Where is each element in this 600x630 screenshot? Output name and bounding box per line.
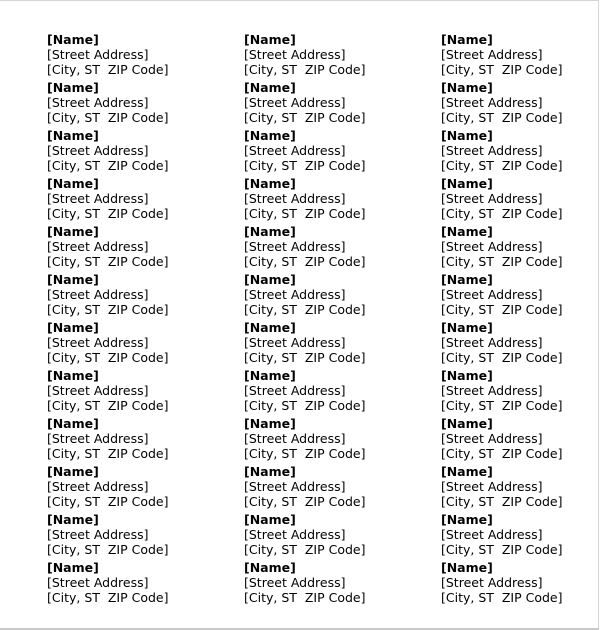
label-street-address: [Street Address] <box>441 575 543 590</box>
label-name: [Name] <box>47 512 99 527</box>
label-city-state-zip: [City, ST ZIP Code] <box>244 206 366 221</box>
address-label <box>47 560 217 608</box>
address-label <box>244 80 414 128</box>
label-city-state-zip: [City, ST ZIP Code] <box>47 590 169 605</box>
label-street-address: [Street Address] <box>244 383 346 398</box>
label-name: [Name] <box>441 32 493 47</box>
label-name: [Name] <box>244 176 296 191</box>
label-street-address: [Street Address] <box>441 239 543 254</box>
address-label <box>244 32 414 80</box>
label-name: [Name] <box>441 512 493 527</box>
address-label <box>244 320 414 368</box>
address-label <box>244 224 414 272</box>
label-name: [Name] <box>441 224 493 239</box>
label-name: [Name] <box>244 464 296 479</box>
label-city-state-zip: [City, ST ZIP Code] <box>244 62 366 77</box>
label-street-address: [Street Address] <box>441 479 543 494</box>
label-street-address: [Street Address] <box>244 479 346 494</box>
label-name: [Name] <box>441 272 493 287</box>
label-name: [Name] <box>47 368 99 383</box>
label-name: [Name] <box>441 128 493 143</box>
label-name: [Name] <box>244 32 296 47</box>
address-label <box>441 224 599 272</box>
address-label <box>47 224 217 272</box>
label-street-address: [Street Address] <box>441 383 543 398</box>
label-street-address: [Street Address] <box>244 335 346 350</box>
label-city-state-zip: [City, ST ZIP Code] <box>441 350 563 365</box>
address-label <box>244 128 414 176</box>
label-name: [Name] <box>47 560 99 575</box>
label-street-address: [Street Address] <box>244 287 346 302</box>
label-name: [Name] <box>47 416 99 431</box>
label-city-state-zip: [City, ST ZIP Code] <box>244 254 366 269</box>
label-street-address: [Street Address] <box>441 95 543 110</box>
address-label <box>244 464 414 512</box>
address-label <box>244 512 414 560</box>
label-street-address: [Street Address] <box>244 143 346 158</box>
address-label <box>441 512 599 560</box>
label-city-state-zip: [City, ST ZIP Code] <box>244 302 366 317</box>
label-city-state-zip: [City, ST ZIP Code] <box>441 590 563 605</box>
label-street-address: [Street Address] <box>47 431 149 446</box>
label-street-address: [Street Address] <box>47 479 149 494</box>
label-street-address: [Street Address] <box>244 239 346 254</box>
label-city-state-zip: [City, ST ZIP Code] <box>441 254 563 269</box>
address-label <box>441 32 599 80</box>
label-name: [Name] <box>47 80 99 95</box>
label-name: [Name] <box>441 416 493 431</box>
address-label <box>441 560 599 608</box>
label-street-address: [Street Address] <box>244 95 346 110</box>
label-name: [Name] <box>244 320 296 335</box>
label-name: [Name] <box>441 80 493 95</box>
label-street-address: [Street Address] <box>441 47 543 62</box>
label-street-address: [Street Address] <box>47 239 149 254</box>
label-city-state-zip: [City, ST ZIP Code] <box>244 494 366 509</box>
label-city-state-zip: [City, ST ZIP Code] <box>47 446 169 461</box>
label-city-state-zip: [City, ST ZIP Code] <box>47 350 169 365</box>
label-name: [Name] <box>244 80 296 95</box>
label-name: [Name] <box>244 560 296 575</box>
address-label <box>441 272 599 320</box>
address-label <box>441 464 599 512</box>
label-street-address: [Street Address] <box>441 191 543 206</box>
label-name: [Name] <box>244 224 296 239</box>
label-city-state-zip: [City, ST ZIP Code] <box>441 446 563 461</box>
address-label <box>47 32 217 80</box>
label-city-state-zip: [City, ST ZIP Code] <box>244 110 366 125</box>
label-street-address: [Street Address] <box>47 95 149 110</box>
address-label <box>441 416 599 464</box>
address-label <box>47 80 217 128</box>
label-name: [Name] <box>47 272 99 287</box>
label-name: [Name] <box>47 224 99 239</box>
label-name: [Name] <box>47 128 99 143</box>
label-city-state-zip: [City, ST ZIP Code] <box>441 302 563 317</box>
label-name: [Name] <box>47 32 99 47</box>
label-city-state-zip: [City, ST ZIP Code] <box>244 158 366 173</box>
label-street-address: [Street Address] <box>244 431 346 446</box>
label-name: [Name] <box>47 464 99 479</box>
label-street-address: [Street Address] <box>47 527 149 542</box>
label-city-state-zip: [City, ST ZIP Code] <box>441 158 563 173</box>
address-label <box>244 272 414 320</box>
address-label <box>441 80 599 128</box>
label-street-address: [Street Address] <box>244 527 346 542</box>
label-name: [Name] <box>441 368 493 383</box>
address-label <box>441 368 599 416</box>
label-street-address: [Street Address] <box>47 575 149 590</box>
label-name: [Name] <box>244 272 296 287</box>
label-city-state-zip: [City, ST ZIP Code] <box>441 542 563 557</box>
address-label <box>47 368 217 416</box>
label-street-address: [Street Address] <box>47 191 149 206</box>
label-city-state-zip: [City, ST ZIP Code] <box>47 62 169 77</box>
label-city-state-zip: [City, ST ZIP Code] <box>47 110 169 125</box>
address-label <box>47 464 217 512</box>
label-name: [Name] <box>441 320 493 335</box>
label-name: [Name] <box>47 176 99 191</box>
address-label <box>47 272 217 320</box>
label-street-address: [Street Address] <box>441 287 543 302</box>
address-label <box>47 512 217 560</box>
label-city-state-zip: [City, ST ZIP Code] <box>244 446 366 461</box>
label-street-address: [Street Address] <box>441 527 543 542</box>
label-city-state-zip: [City, ST ZIP Code] <box>441 398 563 413</box>
label-name: [Name] <box>441 176 493 191</box>
label-street-address: [Street Address] <box>47 143 149 158</box>
label-name: [Name] <box>441 464 493 479</box>
address-label <box>47 176 217 224</box>
address-label <box>244 416 414 464</box>
label-city-state-zip: [City, ST ZIP Code] <box>441 62 563 77</box>
label-street-address: [Street Address] <box>47 47 149 62</box>
label-city-state-zip: [City, ST ZIP Code] <box>47 158 169 173</box>
label-name: [Name] <box>47 320 99 335</box>
label-city-state-zip: [City, ST ZIP Code] <box>244 350 366 365</box>
label-name: [Name] <box>244 128 296 143</box>
label-city-state-zip: [City, ST ZIP Code] <box>47 398 169 413</box>
address-label <box>244 560 414 608</box>
label-street-address: [Street Address] <box>47 335 149 350</box>
address-label <box>441 176 599 224</box>
label-city-state-zip: [City, ST ZIP Code] <box>244 590 366 605</box>
address-label <box>441 320 599 368</box>
label-city-state-zip: [City, ST ZIP Code] <box>47 494 169 509</box>
address-label <box>47 128 217 176</box>
label-city-state-zip: [City, ST ZIP Code] <box>441 206 563 221</box>
label-name: [Name] <box>244 416 296 431</box>
label-name: [Name] <box>441 560 493 575</box>
label-street-address: [Street Address] <box>441 431 543 446</box>
label-city-state-zip: [City, ST ZIP Code] <box>244 398 366 413</box>
label-street-address: [Street Address] <box>47 287 149 302</box>
label-street-address: [Street Address] <box>441 143 543 158</box>
label-city-state-zip: [City, ST ZIP Code] <box>47 206 169 221</box>
label-street-address: [Street Address] <box>47 383 149 398</box>
label-street-address: [Street Address] <box>244 47 346 62</box>
address-label <box>244 176 414 224</box>
label-city-state-zip: [City, ST ZIP Code] <box>441 110 563 125</box>
label-city-state-zip: [City, ST ZIP Code] <box>47 542 169 557</box>
label-city-state-zip: [City, ST ZIP Code] <box>441 494 563 509</box>
label-street-address: [Street Address] <box>441 335 543 350</box>
address-label <box>244 368 414 416</box>
address-label <box>441 128 599 176</box>
label-name: [Name] <box>244 368 296 383</box>
address-label <box>47 320 217 368</box>
label-street-address: [Street Address] <box>244 575 346 590</box>
label-street-address: [Street Address] <box>244 191 346 206</box>
label-city-state-zip: [City, ST ZIP Code] <box>47 302 169 317</box>
address-label <box>47 416 217 464</box>
label-city-state-zip: [City, ST ZIP Code] <box>47 254 169 269</box>
label-city-state-zip: [City, ST ZIP Code] <box>244 542 366 557</box>
label-name: [Name] <box>244 512 296 527</box>
